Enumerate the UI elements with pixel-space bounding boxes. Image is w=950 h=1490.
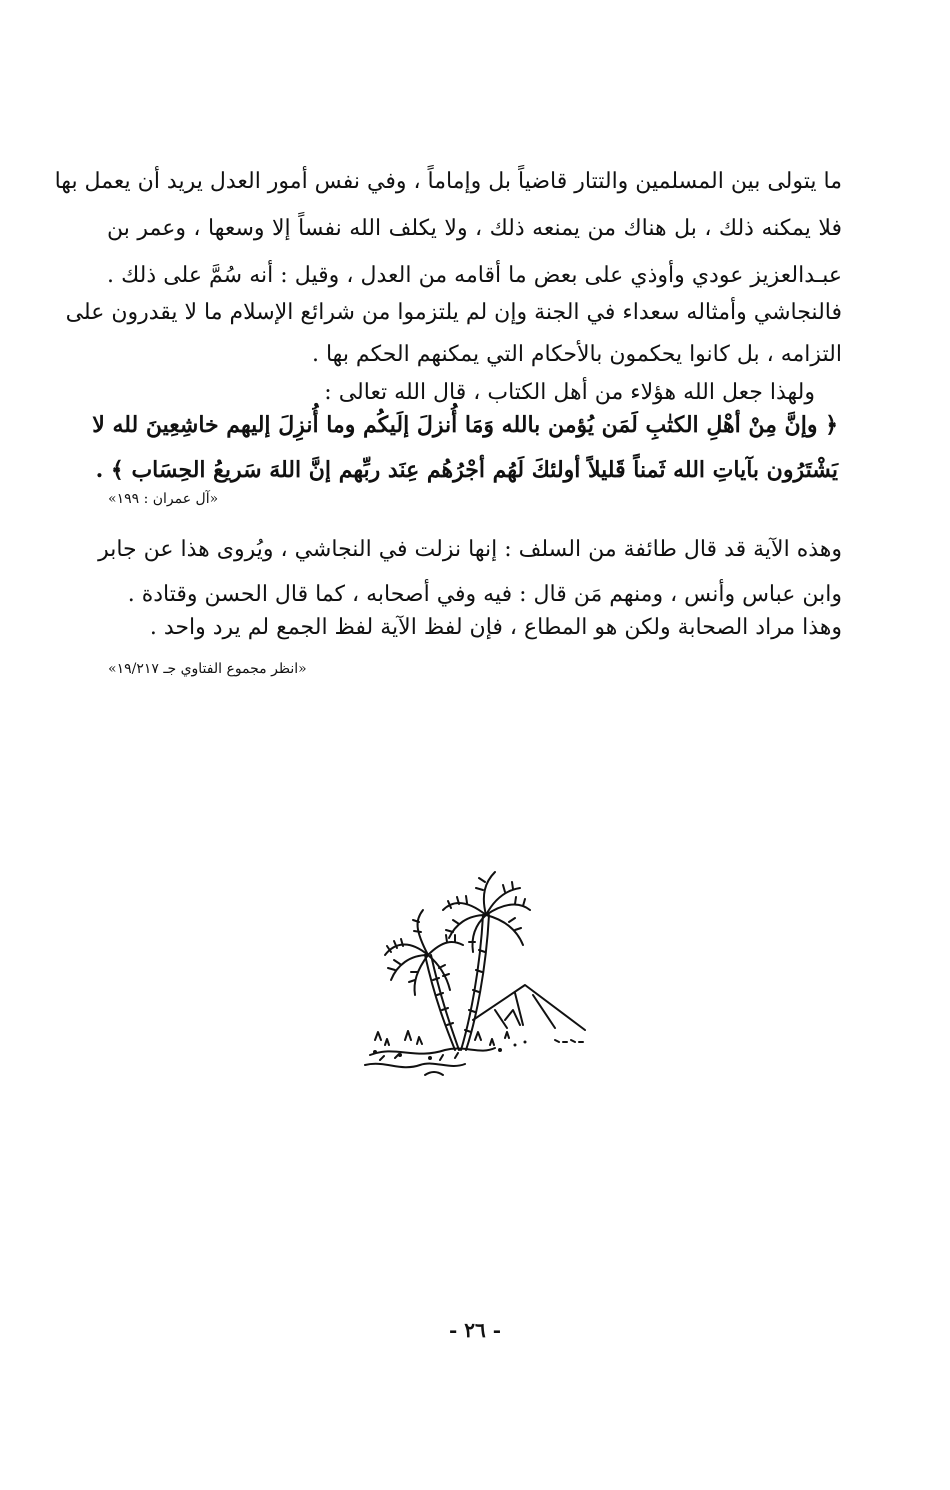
source-reference: «انظر مجموع الفتاوي جـ ١٩/٢١٧»: [108, 661, 307, 677]
paragraph-2-line-2: وابن عباس وأنس ، ومنهم مَن قال : فيه وفي أصحابه ، كما قال الحسن وقتادة .: [127, 582, 842, 607]
paragraph-2-line-1: وهذه الآية قد قال طائفة من السلف : إنها نزلت في النجاشي ، ويُروى هذا عن جابر: [98, 537, 842, 562]
paragraph-2-line-3: وهذا مراد الصحابة ولكن هو المطاع ، فإن لفظ الآية لفظ الجمع لم يرد واحد .: [149, 615, 842, 640]
quran-intro-line: ولهذا جعل الله هؤلاء من أهل الكتاب ، قال الله تعالى :: [324, 380, 815, 405]
paragraph-1-line-1: ما يتولى بين المسلمين والتتار قاضياً بل وإماماً ، وفي نفس أمور العدل يريد أن يعمل بها: [54, 169, 842, 194]
quran-verse-line-2: يَشْتَرُون بآياتِ الله ثَمناً قَليلاً أولئكَ لَهُم أجْرُهُم عِنَد ربِّهم إنَّ اللهَ سَريعُ الحِسَاب ﴾ .: [95, 457, 838, 483]
verse-reference: «آل عمران : ١٩٩»: [108, 491, 219, 507]
quran-verse-line-1: ﴿ وإنَّ مِنْ أهْلِ الكتٰبِ لَمَن يُؤمن بالله وَمَا أُنزلَ إلَيكُم وما أُنزِلَ إليهم خاشِعِينَ لله لا: [92, 412, 838, 438]
page-number: - ٢٦ -: [448, 1318, 501, 1342]
paragraph-1-line-3: عبـدالعزيز عودي وأوذي على بعض ما أقامه من العدل ، وقيل : أنه سُمَّ على ذلك .: [107, 263, 842, 288]
paragraph-1-line-4: فالنجاشي وأمثاله سعداء في الجنة وإن لم يلتزموا من شرائع الإسلام ما لا يقدرون على: [65, 300, 842, 325]
paragraph-1-line-5: التزامه ، بل كانوا يحكمون بالأحكام التي يمكنهم الحكم بها .: [311, 342, 842, 367]
paragraph-1-line-2: فلا يمكنه ذلك ، بل هناك من يمنعه ذلك ، ولا يكلف الله نفساً إلا وسعها ، وعمر بن: [107, 216, 842, 241]
palm-trees-and-tent-icon: [355, 860, 605, 1085]
